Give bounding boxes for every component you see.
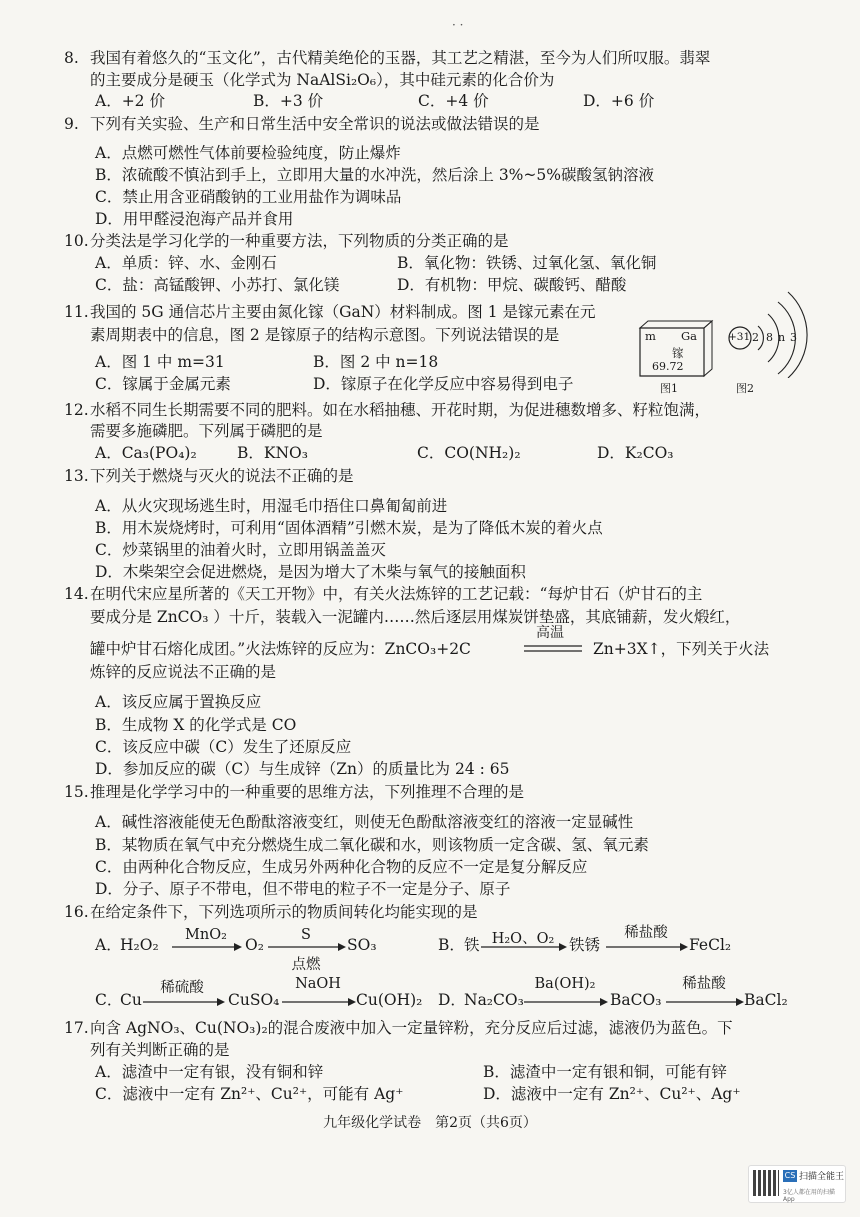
q16-a-condition-2b: 点燃 bbox=[291, 957, 321, 973]
fig1-symbol: Ga bbox=[681, 329, 698, 343]
q15-option-b[interactable]: B．某物质在氧气中充分燃烧生成二氧化碳和水，则该物质一定含碳、氢、氧元素 bbox=[95, 836, 649, 854]
q11-option-d[interactable]: D．镓原子在化学反应中容易得到电子 bbox=[313, 375, 574, 393]
question-10-number: 10. bbox=[64, 232, 89, 250]
q8-option-d[interactable]: D．+6 价 bbox=[583, 92, 655, 110]
q16-b-condition-1: H₂O、O₂ bbox=[491, 931, 555, 947]
question-11-text: 我国的 5G 通信芯片主要由氮化镓（GaN）材料制成。图 1 是镓元素在元 bbox=[90, 303, 596, 321]
q14-option-d[interactable]: D．参加反应的碳（C）与生成锌（Zn）的质量比为 24 : 65 bbox=[95, 760, 510, 778]
q15-option-a[interactable]: A．碱性溶液能使无色酚酞溶液变红，则使无色酚酞溶液变红的溶液一定显碱性 bbox=[95, 813, 634, 831]
q12-option-b[interactable]: B．KNO₃ bbox=[237, 444, 308, 462]
q12-option-c[interactable]: C．CO(NH₂)₂ bbox=[417, 444, 521, 462]
page-footer: 九年级化学试卷 第2页（共6页） bbox=[323, 1115, 537, 1131]
q16-a-label: A． bbox=[95, 936, 122, 954]
question-12-line2: 需要多施磷肥。下列属于磷肥的是 bbox=[90, 422, 323, 440]
fig2-shell-4: 3 bbox=[790, 331, 797, 344]
question-8-text: 我国有着悠久的“玉文化”，古代精美绝伦的玉器，其工艺之精湛，至今为人们所叹服。翡翠 bbox=[90, 49, 711, 67]
question-12-text: 水稻不同生长期需要不同的肥料。如在水稻抽穗、开花时期，为促进穗数增多、籽粒饱满， bbox=[90, 401, 711, 419]
q16-d-product: BaCl₂ bbox=[744, 991, 788, 1009]
scanner-tagline: 3亿人都在用的扫描App bbox=[783, 1189, 835, 1203]
fig2-nucleus-charge: +31 bbox=[728, 331, 751, 343]
q16-d-reactant: Na₂CO₃ bbox=[464, 991, 524, 1009]
q13-option-a[interactable]: A．从火灾现场逃生时，用湿毛巾捂住口鼻匍匐前进 bbox=[95, 497, 448, 515]
question-9-text: 下列有关实验、生产和日常生活中安全常识的说法或做法错误的是 bbox=[90, 115, 540, 133]
q16-a-condition-1: MnO₂ bbox=[185, 927, 227, 943]
q8-option-c[interactable]: C．+4 价 bbox=[418, 92, 489, 110]
q16-c-condition-1: 稀硫酸 bbox=[160, 980, 204, 996]
q14-option-c[interactable]: C．该反应中碳（C）发生了还原反应 bbox=[95, 738, 352, 756]
q16-c-intermediate: CuSO₄ bbox=[228, 991, 280, 1009]
q11-option-c[interactable]: C．镓属于金属元素 bbox=[95, 375, 231, 393]
q14-option-b[interactable]: B．生成物 X 的化学式是 CO bbox=[95, 716, 297, 734]
q16-b-label: B． bbox=[438, 936, 465, 954]
question-8-line2: 的主要成分是硬玉（化学式为 NaAlSi₂O₆），其中硅元素的化合价为 bbox=[90, 71, 555, 89]
q10-option-b[interactable]: B．氧化物：铁锈、过氧化氢、氧化铜 bbox=[397, 254, 657, 272]
q16-a-arrow-1 bbox=[172, 942, 242, 952]
question-11-number: 11. bbox=[64, 303, 89, 321]
q16-b-arrow-2 bbox=[606, 942, 688, 952]
q13-option-c[interactable]: C．炒菜锅里的油着火时，立即用锅盖盖灭 bbox=[95, 541, 386, 559]
figure-2-caption: 图2 bbox=[736, 382, 754, 395]
question-17-number: 17. bbox=[64, 1019, 89, 1037]
q16-c-arrow-1 bbox=[143, 997, 225, 1007]
question-14-line1 bbox=[64, 584, 800, 604]
q10-option-a[interactable]: A．单质：锌、水、金刚石 bbox=[95, 254, 277, 272]
figure-1-caption: 图1 bbox=[660, 382, 678, 395]
q16-c-reactant: Cu bbox=[120, 991, 142, 1009]
question-15-number: 15. bbox=[64, 783, 89, 801]
q13-option-d[interactable]: D．木柴架空会促进燃烧，是因为增大了木柴与氧气的接触面积 bbox=[95, 563, 526, 581]
q16-c-arrow-2 bbox=[282, 997, 356, 1007]
q12-option-a[interactable]: A．Ca₃(PO₄)₂ bbox=[95, 444, 197, 462]
question-12-number: 12. bbox=[64, 401, 89, 419]
question-10-stem bbox=[64, 231, 800, 251]
q14-equation-right: Zn+3X↑，下列关于火法 bbox=[593, 640, 770, 658]
q8-option-a[interactable]: A．+2 价 bbox=[95, 92, 165, 110]
q17-option-d[interactable]: D．滤液中一定有 Zn²⁺、Cu²⁺、Ag⁺ bbox=[483, 1085, 741, 1103]
question-8-line1 bbox=[64, 48, 800, 68]
q16-b-product: FeCl₂ bbox=[689, 936, 732, 954]
question-13-text: 下列关于燃烧与灭火的说法不正确的是 bbox=[90, 467, 354, 485]
q17-option-a[interactable]: A．滤渣中一定有银，没有铜和锌 bbox=[95, 1063, 324, 1081]
q16-a-intermediate: O₂ bbox=[245, 936, 264, 954]
q9-option-c[interactable]: C．禁止用含亚硝酸钠的工业用盐作为调味品 bbox=[95, 188, 402, 206]
fig2-shell-1: 2 bbox=[752, 331, 759, 344]
q16-a-arrow-2 bbox=[268, 942, 346, 952]
q16-b-arrow-1 bbox=[481, 942, 567, 952]
q16-d-condition-2: 稀盐酸 bbox=[682, 976, 726, 992]
q10-option-c[interactable]: C．盐：高锰酸钾、小苏打、氯化镁 bbox=[95, 276, 340, 294]
q14-equals-sign bbox=[524, 644, 582, 654]
question-13-stem bbox=[64, 466, 800, 486]
q16-b-reactant: 铁 bbox=[464, 936, 480, 954]
question-15-stem bbox=[64, 782, 800, 802]
q16-c-condition-2: NaOH bbox=[295, 976, 341, 992]
question-14-line2: 要成分是 ZnCO₃ ）十斤，装载入一泥罐内……然后逐层用煤炭饼垫盛，其底铺薪，发火煅红， bbox=[90, 608, 741, 626]
question-17-text: 向含 AgNO₃、Cu(NO₃)₂的混合废液中加入一定量锌粉，充分反应后过滤，滤液仍为蓝色。下 bbox=[90, 1019, 733, 1037]
question-16-number: 16. bbox=[64, 903, 89, 921]
question-17-line1 bbox=[64, 1018, 800, 1038]
q14-option-a[interactable]: A．该反应属于置换反应 bbox=[95, 693, 262, 711]
question-13-number: 13. bbox=[64, 467, 89, 485]
q17-option-b[interactable]: B．滤渣中一定有银和铜，可能有锌 bbox=[483, 1063, 727, 1081]
q9-option-d[interactable]: D．用甲醛浸泡海产品并食用 bbox=[95, 210, 294, 228]
q11-option-a[interactable]: A．图 1 中 m=31 bbox=[95, 353, 225, 371]
question-16-stem bbox=[64, 902, 800, 922]
question-15-text: 推理是化学学习中的一种重要的思维方法，下列推理不合理的是 bbox=[90, 783, 525, 801]
top-mark: · · bbox=[452, 18, 464, 32]
question-17-line2: 列有关判断正确的是 bbox=[90, 1041, 230, 1059]
fig2-shell-3: n bbox=[778, 331, 786, 344]
q12-option-d[interactable]: D．K₂CO₃ bbox=[597, 444, 674, 462]
q16-b-intermediate: 铁锈 bbox=[569, 936, 601, 954]
question-12-line1 bbox=[64, 400, 800, 420]
q8-option-b[interactable]: B．+3 价 bbox=[253, 92, 324, 110]
q16-d-arrow-1 bbox=[524, 997, 608, 1007]
q16-d-condition-1: Ba(OH)₂ bbox=[534, 976, 596, 992]
question-8-number: 8. bbox=[64, 49, 79, 67]
question-16-text: 在给定条件下，下列选项所示的物质间转化均能实现的是 bbox=[90, 903, 478, 921]
scanner-logo-icon: CS bbox=[784, 1171, 796, 1180]
q16-d-arrow-2 bbox=[666, 997, 744, 1007]
fig1-element-name: 镓 bbox=[672, 346, 684, 360]
q16-a-product: SO₃ bbox=[347, 936, 377, 954]
scanner-app-name: 扫描全能王 bbox=[799, 1172, 845, 1182]
scanner-watermark-badge bbox=[748, 1165, 846, 1203]
q11-option-b[interactable]: B．图 2 中 n=18 bbox=[313, 353, 439, 371]
q17-option-c[interactable]: C．滤液中一定有 Zn²⁺、Cu²⁺，可能有 Ag⁺ bbox=[95, 1085, 404, 1103]
fig2-shell-2: 8 bbox=[766, 331, 773, 344]
qr-code-icon bbox=[753, 1170, 779, 1196]
q16-a-condition-2: S bbox=[301, 927, 311, 943]
q9-option-b[interactable]: B．浓硫酸不慎沾到手上，立即用大量的水冲洗，然后涂上 3%~5%碳酸氢钠溶液 bbox=[95, 166, 654, 184]
question-14-text: 在明代宋应星所著的《天工开物》中，有关火法炼锌的工艺记载：“每炉甘石（炉甘石的主 bbox=[90, 585, 703, 603]
q9-option-a[interactable]: A．点燃可燃性气体前要检验纯度，防止爆炸 bbox=[95, 144, 401, 162]
q16-d-intermediate: BaCO₃ bbox=[610, 991, 662, 1009]
q14-equation-left: 罐中炉甘石熔化成团。”火法炼锌的反应为：ZnCO₃+2C bbox=[90, 640, 471, 658]
q14-condition: 高温 bbox=[536, 625, 564, 641]
question-14-line4: 炼锌的反应说法不正确的是 bbox=[90, 663, 277, 681]
q15-option-d[interactable]: D．分子、原子不带电，但不带电的粒子不一定是分子、原子 bbox=[95, 880, 511, 898]
q16-c-label: C． bbox=[95, 991, 123, 1009]
q10-option-d[interactable]: D．有机物：甲烷、碳酸钙、醋酸 bbox=[397, 276, 627, 294]
q13-option-b[interactable]: B．用木炭烧烤时，可利用“固体酒精”引燃木炭，是为了降低木炭的着火点 bbox=[95, 519, 603, 537]
q16-a-reactant: H₂O₂ bbox=[120, 936, 159, 954]
fig1-atomic-number: m bbox=[645, 329, 656, 343]
question-9-stem bbox=[64, 114, 800, 134]
q15-option-c[interactable]: C．由两种化合物反应，生成另外两种化合物的反应不一定是复分解反应 bbox=[95, 858, 588, 876]
question-10-text: 分类法是学习化学的一种重要方法，下列物质的分类正确的是 bbox=[90, 232, 509, 250]
question-9-number: 9. bbox=[64, 115, 79, 133]
question-14-number: 14. bbox=[64, 585, 89, 603]
q16-b-condition-2: 稀盐酸 bbox=[624, 925, 668, 941]
q16-d-label: D． bbox=[438, 991, 466, 1009]
q16-c-product: Cu(OH)₂ bbox=[356, 991, 423, 1009]
question-11-line2: 素周期表中的信息，图 2 是镓原子的结构示意图。下列说法错误的是 bbox=[90, 326, 560, 344]
fig1-atomic-mass: 69.72 bbox=[652, 360, 684, 373]
